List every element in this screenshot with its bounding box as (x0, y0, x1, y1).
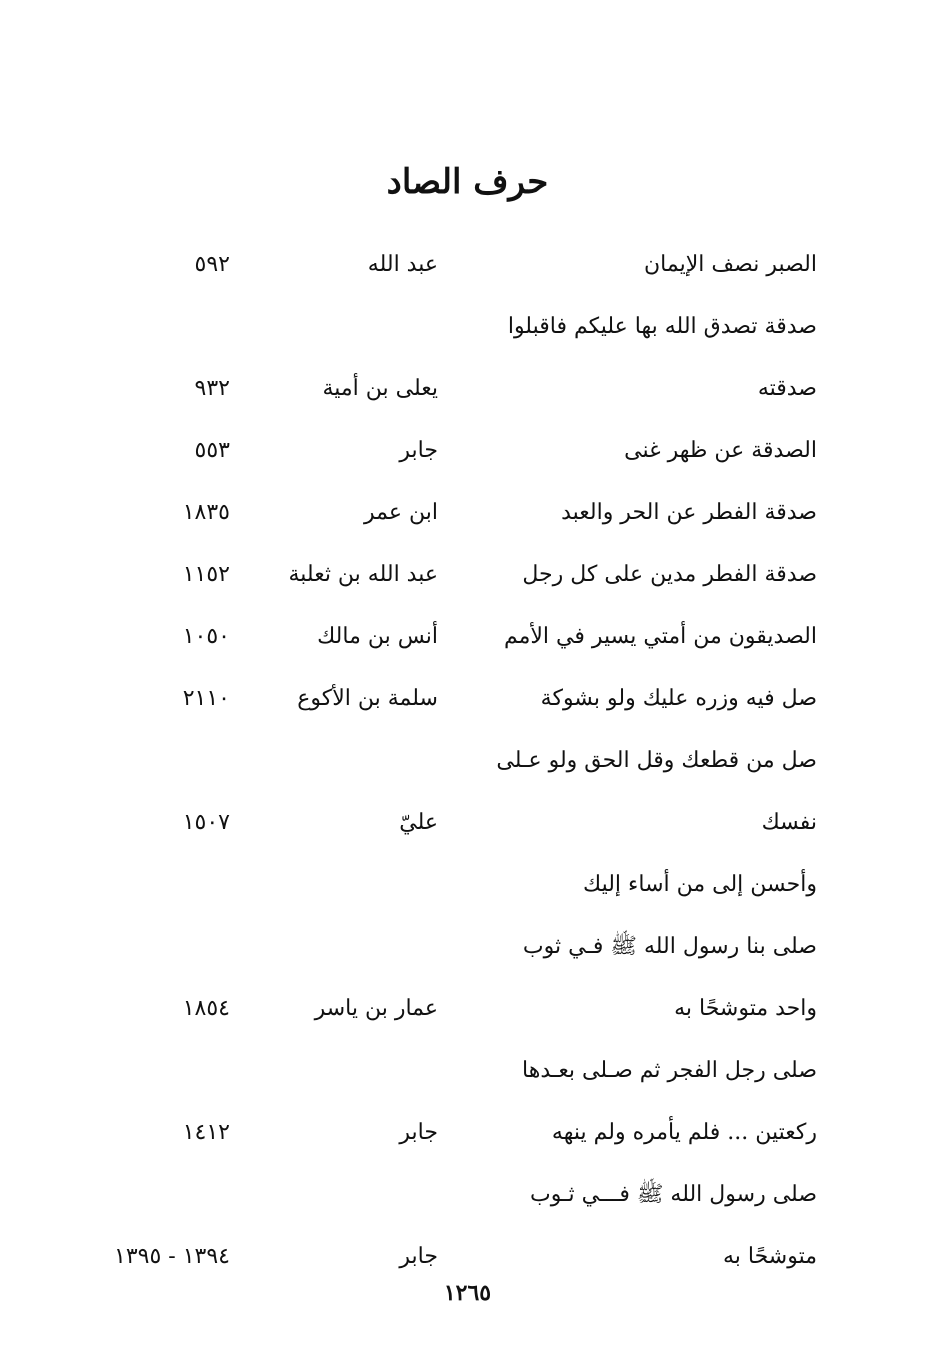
narrator-name: يعلى بن أمية (322, 376, 438, 401)
narrator-name: أنس بن مالك (317, 624, 438, 649)
hadith-number: ١٠٥٠ (182, 624, 230, 649)
list-item (0, 612, 935, 662)
hadith-text: صل فيه وزره عليك ولو بشوكة (540, 686, 817, 711)
list-item (0, 798, 935, 848)
hadith-text: متوشحًا به (722, 1244, 817, 1269)
hadith-number: ١٥٠٧ (182, 810, 230, 835)
list-item (0, 860, 935, 910)
hadith-text: الصدقة عن ظهر غنى (624, 438, 817, 463)
narrator-name: عبد الله (367, 252, 438, 277)
list-item (0, 240, 935, 290)
narrator-name: عبد الله بن ثعلبة (288, 562, 438, 587)
hadith-text: وأحسن إلى من أساء إليك (583, 872, 817, 897)
hadith-number: ١٣٩٤ - ١٣٩٥ (114, 1244, 230, 1269)
hadith-text: ركعتين ... فلم يأمره ولم ينهه (551, 1120, 817, 1145)
narrator-name: ابن عمر (364, 500, 438, 525)
page-number: ١٢٦٥ (443, 1280, 492, 1306)
hadith-number: ٩٣٢ (194, 376, 230, 401)
list-item (0, 426, 935, 476)
list-item (0, 1046, 935, 1096)
list-item (0, 364, 935, 414)
hadith-text: صلى بنا رسول الله ﷺ فـي ثوب (522, 934, 817, 959)
narrator-name: جابر (399, 438, 438, 463)
list-item (0, 984, 935, 1034)
list-item (0, 550, 935, 600)
list-item (0, 1108, 935, 1158)
narrator-name: عليّ (399, 810, 438, 835)
hadith-text: صدقته (757, 376, 817, 401)
hadith-number: ١١٥٢ (182, 562, 230, 587)
list-item (0, 1170, 935, 1220)
hadith-text: صلى رجل الفجر ثم صـلى بعـدها (522, 1058, 817, 1083)
hadith-number: ١٨٣٥ (182, 500, 230, 525)
hadith-text: الصديقون من أمتي يسير في الأمم (503, 624, 817, 649)
hadith-text: صل من قطعك وقل الحق ولو عـلى (496, 748, 817, 773)
list-item (0, 736, 935, 786)
narrator-name: عمار بن ياسر (314, 996, 438, 1021)
hadith-number: ٢١١٠ (182, 686, 230, 711)
narrator-name: جابر (399, 1244, 438, 1269)
hadith-text: الصبر نصف الإيمان (644, 252, 817, 277)
hadith-text: صلى رسول الله ﷺ فـــي ثـوب (530, 1182, 817, 1207)
narrator-name: سلمة بن الأكوع (297, 686, 438, 711)
list-item (0, 488, 935, 538)
page-title: حرف الصاد (386, 162, 549, 202)
list-item (0, 1232, 935, 1282)
hadith-number: ٥٥٣ (194, 438, 230, 463)
hadith-number: ٥٩٢ (194, 252, 230, 277)
hadith-text: صدقة الفطر مدين على كل رجل (522, 562, 817, 587)
hadith-text: نفسك (761, 810, 817, 835)
list-item (0, 674, 935, 724)
list-item (0, 922, 935, 972)
hadith-number: ١٤١٢ (182, 1120, 230, 1145)
hadith-text: صدقة تصدق الله بها عليكم فاقبلوا (507, 314, 817, 339)
hadith-number: ١٨٥٤ (182, 996, 230, 1021)
hadith-text: واحد متوشحًا به (674, 996, 817, 1021)
list-item (0, 302, 935, 352)
narrator-name: جابر (399, 1120, 438, 1145)
hadith-text: صدقة الفطر عن الحر والعبد (561, 500, 817, 525)
